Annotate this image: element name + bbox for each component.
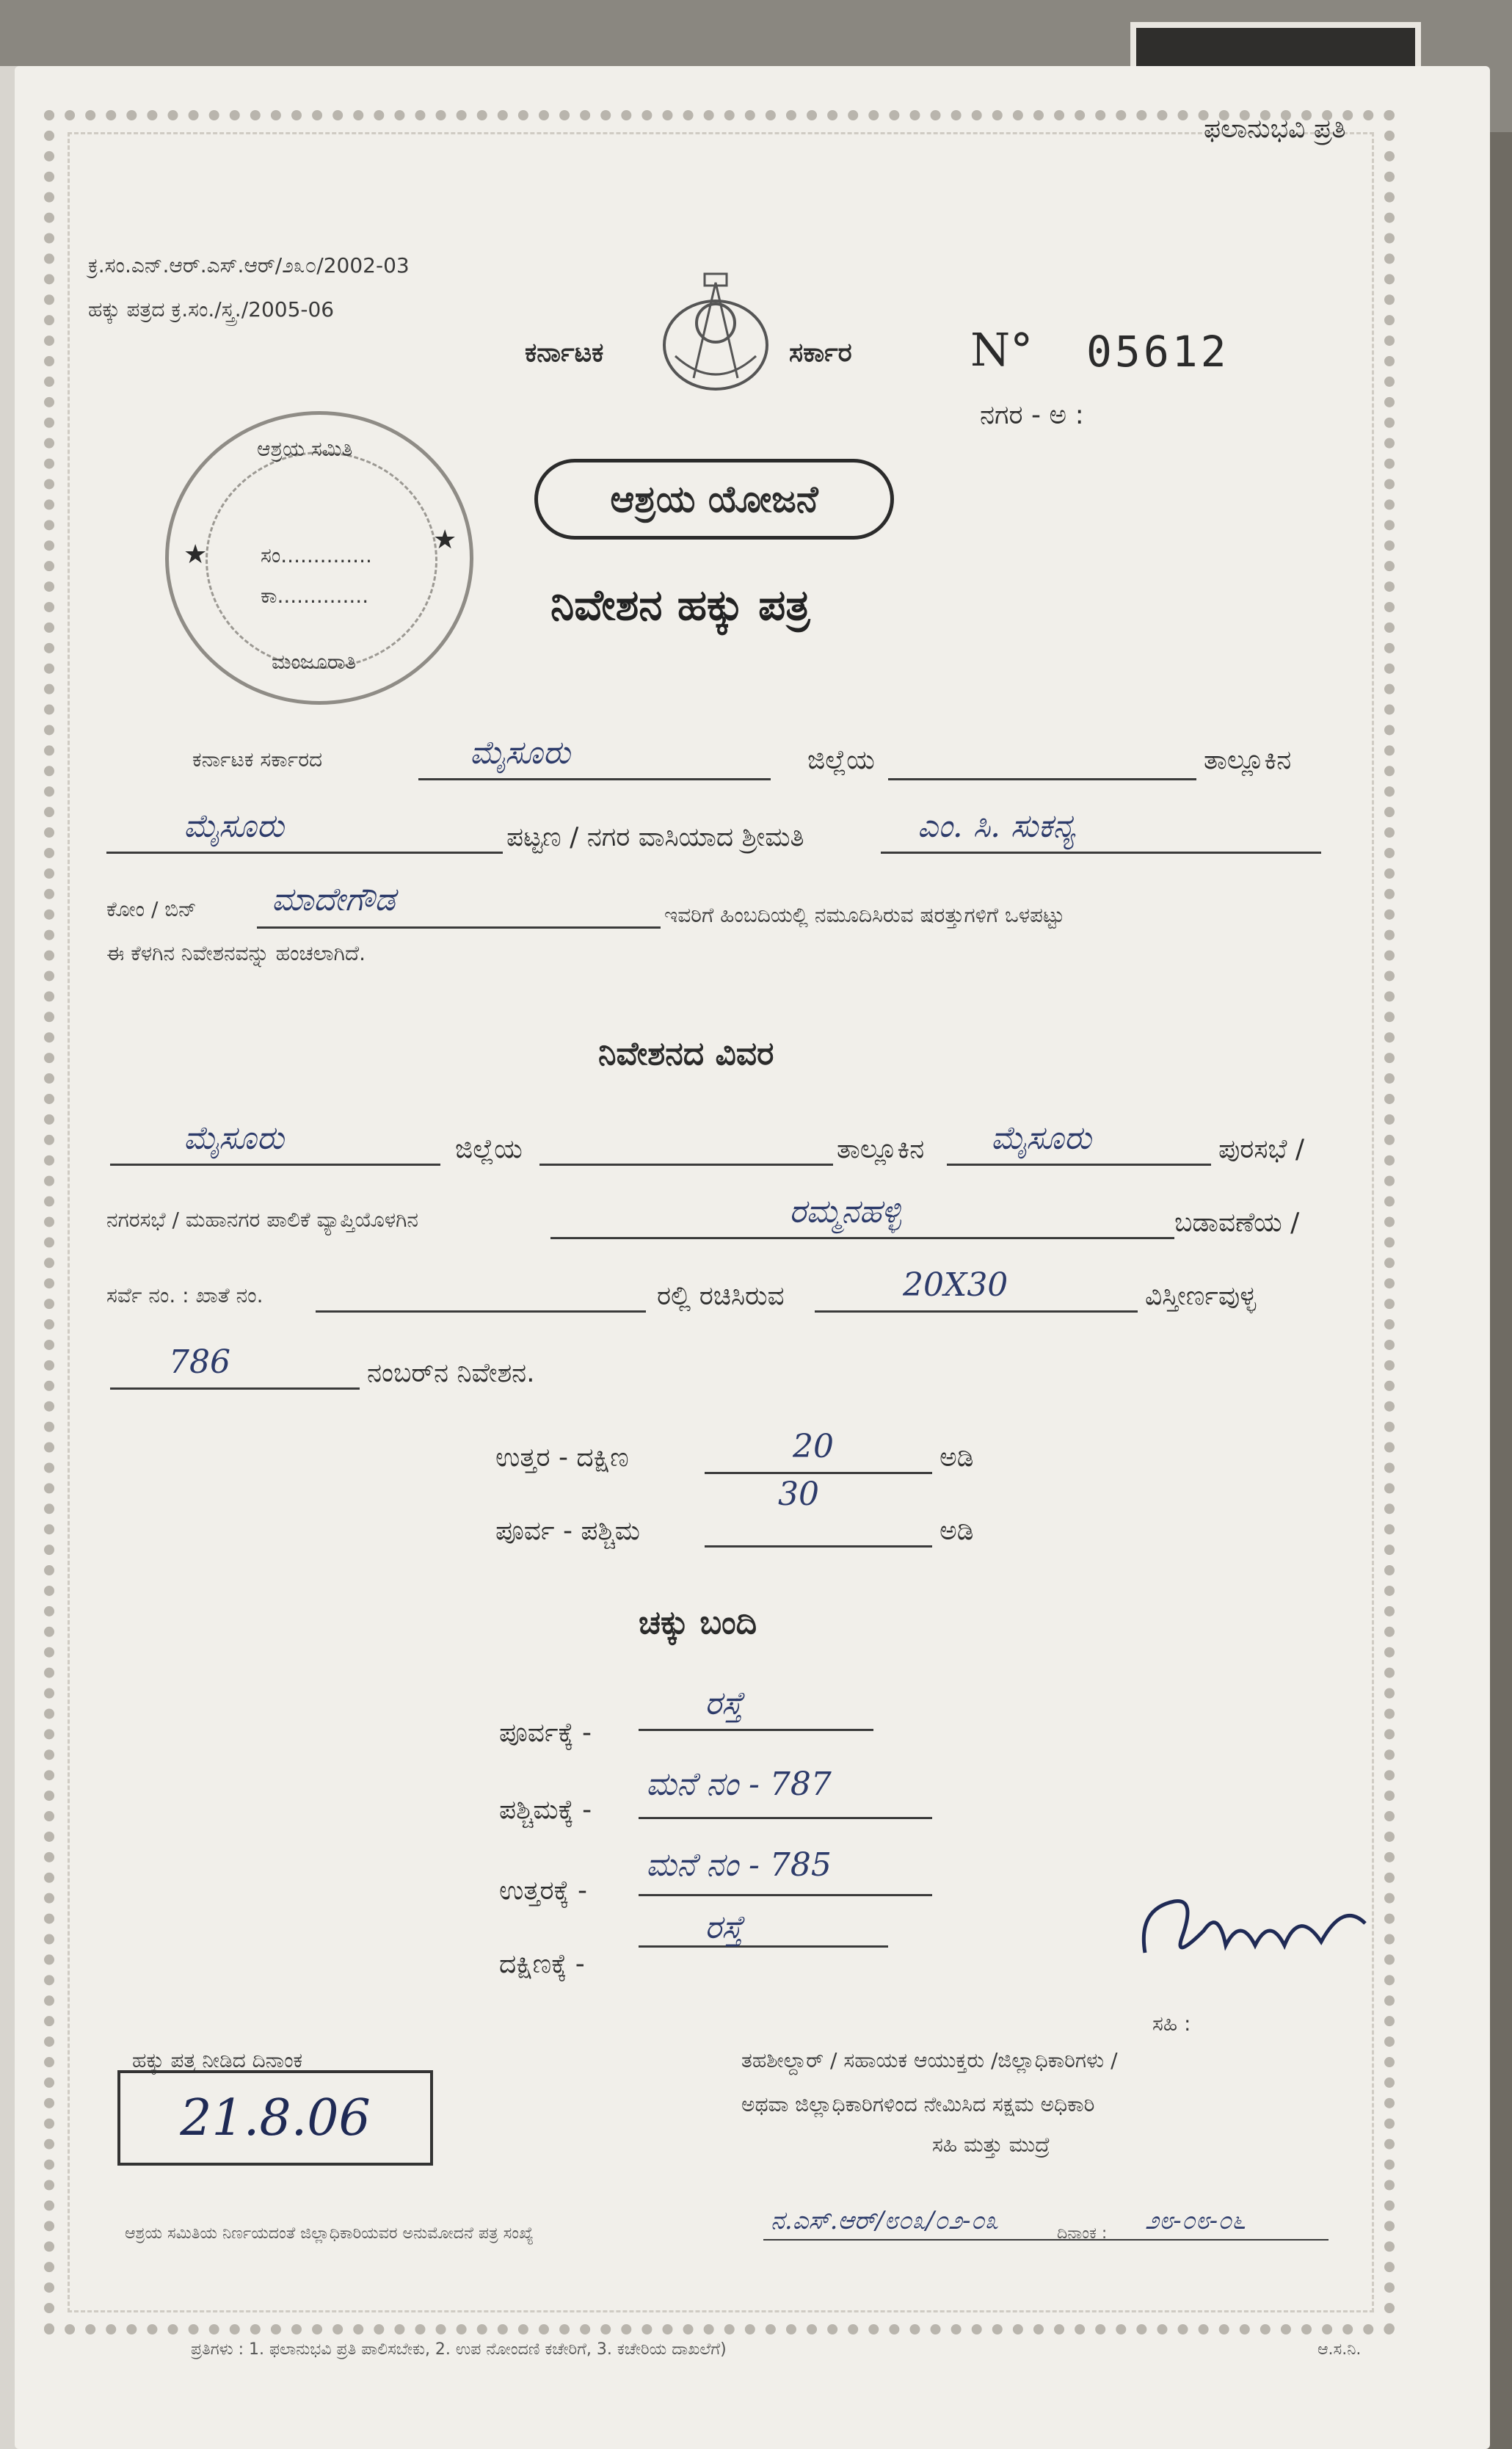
form-code: ಆ.ಸ.ನಿ. [1317,2340,1362,2359]
details-district: ಮೈಸೂರು [183,1120,284,1157]
issue-date-label: ಹಕ್ಕು ಪತ್ರ ನೀಡಿದ ದಿನಾಂಕ [132,2048,303,2072]
site-number: 786 [169,1343,230,1381]
site-area: 20X30 [903,1266,1008,1304]
approval-note: ಆಶ್ರಯ ಸಮಿತಿಯ ನಿರ್ಣಯದಂತೆ ಜಿಲ್ಲಾಧಿಕಾರಿಯವರ ಅನುಮೋದನೆ ಪತ್ರ ಸಂಖ್ಯೆ [125,2224,534,2243]
scheme-name: ಆಶ್ರಯ ಯೋಜನೆ [534,459,894,540]
fill-line [947,1164,1211,1166]
authority-line: ತಹಶೀಲ್ದಾರ್ / ಸಹಾಯಕ ಆಯುಕ್ತರು /ಜಿಲ್ಲಾಧಿಕಾರಿಗಳು / [741,2048,1118,2072]
fill-line [639,1729,873,1731]
boundary-label: ಪೂರ್ವಕ್ಕೆ - [499,1718,592,1748]
reference-number-2: ಹಕ್ಕು ಪತ್ರದ ಕ್ರ.ಸಂ./ಸ್ತ್ರ./2005-06 [88,297,335,322]
serial-prefix: N° [970,323,1033,377]
govt-label-right: ಸರ್ಕಾರ [789,338,852,368]
fill-line [110,1387,360,1390]
intro-label: ಪಟ್ಟಣ / ನಗರ ವಾಸಿಯಾದ ಶ್ರೀಮತಿ [506,822,804,852]
boundary-label: ಪಶ್ಚಿಮಕ್ಕೆ - [499,1795,592,1825]
fill-line [815,1310,1138,1313]
fill-line [705,1472,932,1474]
west-boundary: ಮನೆ ನಂ - 787 [646,1766,832,1803]
relation-value: ಮಾದೇಗೌಡ [272,881,396,918]
layout-value: ರಮ್ಮನಹಳ್ಳಿ [789,1193,901,1230]
fill-line [639,1945,888,1948]
details-label: ರಲ್ಲಿ ರಚಿಸಿರುವ [657,1281,785,1311]
taluk-value: ಮೈಸೂರು [183,808,284,845]
nagara-label: ನಗರ - ಅ : [980,400,1084,430]
star-icon: ★ [433,525,457,555]
fill-line [418,778,771,780]
fill-line [881,852,1321,854]
boundaries-heading: ಚಕ್ಕು ಬಂದಿ [639,1604,757,1641]
dimension-label: ಉತ್ತರ - ದಕ್ಷಿಣ [495,1443,629,1473]
fill-line [257,926,661,929]
details-label: ಬಡಾವಣೆಯ / [1174,1208,1300,1238]
north-south-value: 20 [793,1428,834,1465]
approval-date-label: ದಿನಾಂಕ : [1057,2224,1108,2243]
document-title: ನಿವೇಶನ ಹಕ್ಕು ಪತ್ರ [550,580,810,630]
beneficiary-name: ಎಂ. ಸಿ. ಸುಕನ್ಯ [917,808,1075,845]
district-value: ಮೈಸೂರು [470,734,570,772]
fill-line [639,1817,932,1819]
govt-label-left: ಕರ್ನಾಟಕ [525,338,604,368]
details-label: ನಗರಸಭೆ / ಮಹಾನಗರ ಪಾಲಿಕೆ ವ್ಯಾಪ್ತಿಯೊಳಗಿನ [106,1208,418,1232]
star-icon: ★ [183,540,208,570]
serial-number: 05612 [1086,327,1229,377]
dimension-label: ಪೂರ್ವ - ಪಶ್ಚಿಮ [495,1516,641,1546]
intro-line: ಈ ಕೆಳಗಿನ ನಿವೇಶನವನ್ನು ಹಂಚಲಾಗಿದೆ. [106,941,366,965]
fill-line [539,1164,833,1166]
fill-line [763,2239,1329,2241]
fill-line [316,1310,646,1313]
intro-label: ಇವರಿಗೆ ಹಿಂಬದಿಯಲ್ಲಿ ನಮೂದಿಸಿರುವ ಷರತ್ತುಗಳಿಗೆ ಒಳಪಟ್ಟು [664,903,1065,927]
copy-label: ಫಲಾನುಭವಿ ಪ್ರತಿ [1204,114,1346,144]
details-label: ಸರ್ವೆ ನಂ. : ಖಾತೆ ನಂ. [106,1283,263,1307]
official-seal: ಆಶ್ರಯ ಸಮಿತಿ ಸಂ.............. ಕಾ.............. ಮಂಜೂರಾತಿ ★ ★ [165,411,473,705]
fill-line [639,1894,932,1896]
boundary-label: ದಕ್ಷಿಣಕ್ಕೆ - [499,1949,585,1979]
details-label: ತಾಲ್ಲೂಕಿನ [837,1134,925,1164]
approval-date: ೨೮-೦೮-೦೬ [1145,2206,1246,2235]
details-label: ನಂಬರ್‌ನ ನಿವೇಶನ. [367,1358,535,1388]
officer-signature [1130,1879,1387,1982]
signature-label: ಸಹಿ : [1152,2011,1191,2036]
issue-date: 21.8.06 [117,2070,433,2166]
south-boundary: ರಸ್ತೆ [705,1909,744,1946]
details-label: ಪುರಸಭೆ / [1218,1134,1305,1164]
details-taluk: ಮೈಸೂರು [991,1120,1091,1157]
boundary-label: ಉತ್ತರಕ್ಕೆ - [499,1876,588,1906]
intro-label: ಜಿಲ್ಲೆಯ [807,745,875,775]
north-boundary: ಮನೆ ನಂ - 785 [646,1846,832,1884]
details-label: ವಿಸ್ತೀರ್ಣವುಳ್ಳ [1145,1281,1257,1311]
fill-line [888,778,1196,780]
details-label: ಜಿಲ್ಲೆಯ [455,1134,523,1164]
intro-label: ತಾಲ್ಲೂಕಿನ [1204,745,1292,775]
intro-label: ಕರ್ನಾಟಕ ಸರ್ಕಾರದ [192,747,323,772]
reference-number-1: ಕ್ರ.ಸಂ.ಎನ್.ಆರ್.ಎಸ್.ಆರ್/೨೩೦/2002-03 [88,253,410,277]
authority-line: ಸಹಿ ಮತ್ತು ಮುದ್ರೆ [932,2133,1050,2157]
intro-label: ಕೋಂ / ಬಿನ್ [106,897,197,921]
fill-line [705,1545,932,1548]
fill-line [110,1164,440,1166]
details-heading: ನಿವೇಶನದ ವಿವರ [598,1035,774,1073]
dimension-unit: ಅಡಿ [939,1443,974,1473]
east-west-value: 30 [778,1476,819,1513]
east-boundary: ರಸ್ತೆ [705,1685,744,1722]
authority-line: ಅಥವಾ ಜಿಲ್ಲಾಧಿಕಾರಿಗಳಿಂದ ನೇಮಿಸಿದ ಸಕ್ಷಮ ಅಧಿಕಾರಿ [741,2092,1095,2116]
fill-line [550,1237,1174,1239]
fill-line [106,852,503,854]
copies-note: ಪ್ರತಿಗಳು : 1. ಫಲಾನುಭವಿ ಪ್ರತಿ ಪಾಲಿಸಬೇಕು, 2. ಉಪ ನೋಂದಣಿ ಕಚೇರಿಗೆ, 3. ಕಚೇರಿಯ ದಾಖಲೆಗೆ) [191,2340,727,2359]
state-emblem-icon [653,268,778,396]
approval-number: ನ.ಎಸ್.ಆರ್/೮೦೩/೦೨-೦೩ [771,2206,999,2235]
dimension-unit: ಅಡಿ [939,1516,974,1546]
